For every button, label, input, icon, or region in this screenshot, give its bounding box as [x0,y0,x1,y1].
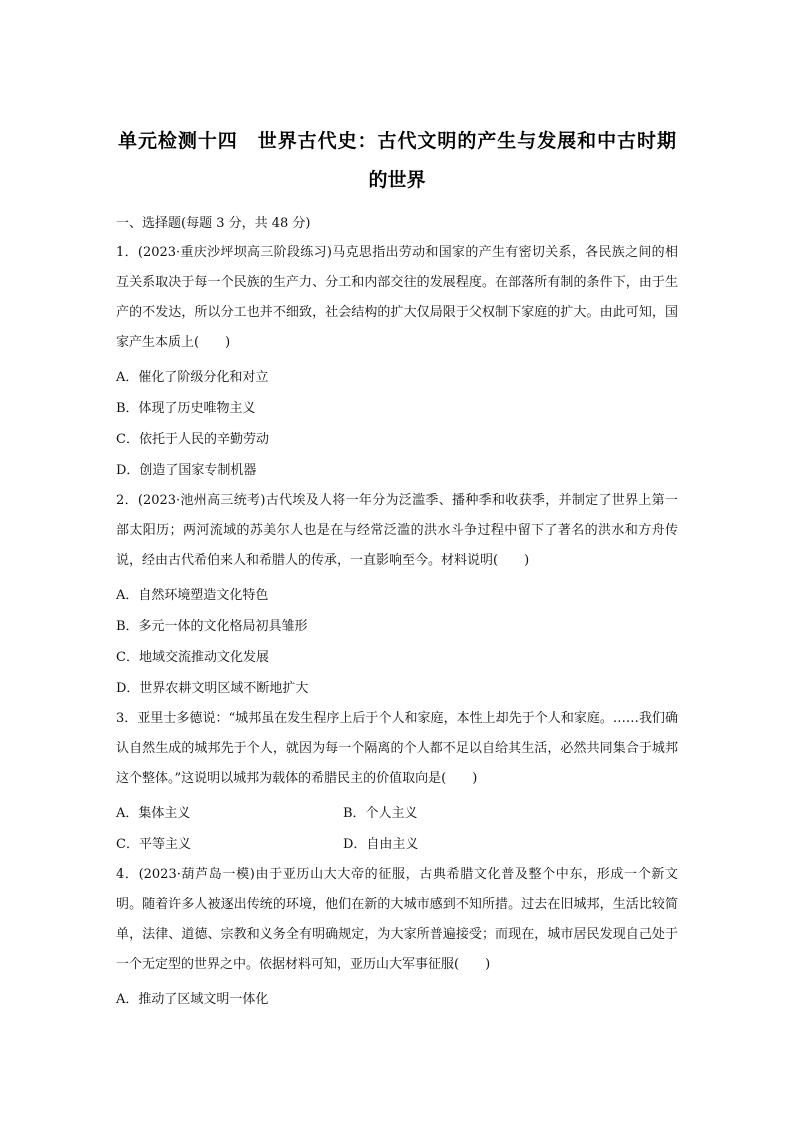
question-4 [116,860,678,1021]
question-3-option-c: C．平等主义 [116,837,191,852]
question-4-option-a: A．推动了区域文明一体化 [116,992,269,1007]
question-1-option-c: C．依托于人民的辛勤劳动 [116,432,269,447]
question-4-text: 4．(2023·葫芦岛一模)由于亚历山大大帝的征服，古典希腊文化普及整个中东，形成一个新文明。随着许多人被逐出传统的环境，他们在新的大城市感到不知所措。过去在旧城邦，生活比较简单，法律、道德、宗教和义务全有明确规定，为大家所普遍接受；而现在，城市居民发现自己处于一个无定型的世界之中。依据材料可知，亚历山大军事征服( ) [116,867,678,972]
question-1-option-a: A．催化了阶级分化和对立 [116,370,269,385]
question-2-option-d: D．世界农耕文明区域不断地扩大 [116,681,309,696]
question-3 [116,704,678,866]
document-content [116,214,678,1021]
question-1-option-b: B．体现了历史唯物主义 [116,401,256,416]
question-2-option-a: A．自然环境塑造文化特色 [116,588,269,603]
question-2 [116,486,678,710]
question-1-text: 1．(2023·重庆沙坪坝高三阶段练习)马克思指出劳动和国家的产生有密切关系，各民族之间的相互关系取决于每一个民族的生产力、分工和内部交往的发展程度。在部落所有制的条件下，由于生产的不发达，所以分工也并不细致，社会结构的扩大仅局限于父权制下家庭的扩大。由此可知，国家产生本质上( ) [116,245,678,350]
question-3-option-a: A．集体主义 [116,806,191,821]
question-2-option-c: C．地域交流推动文化发展 [116,650,269,665]
page-title-line-1: 单元检测十四 世界古代史：古代文明的产生与发展和中古时期 [118,130,676,152]
question-3-text: 3．亚里士多德说：“城邦虽在发生程序上后于个人和家庭，本性上却先于个人和家庭。……我们确认自然生成的城邦先于个人，就因为每一个隔离的个人都不足以自给其生活，必然共同集合于城邦这个整体。”这说明以城邦为载体的希腊民主的价值取向是( ) [116,711,678,786]
page-title-line-2: 的世界 [368,169,426,191]
question-3-option-b: B．个人主义 [343,806,418,821]
question-2-text: 2．(2023·池州高三统考)古代埃及人将一年分为泛滥季、播种季和收获季，并制定了世界上第一部太阳历；两河流域的苏美尔人也是在与经常泛滥的洪水斗争过程中留下了著名的洪水和方舟传说，经由古代希伯来人和希腊人的传承，一直影响至今。材料说明( ) [116,493,678,568]
question-3-options-row-1 [116,804,678,835]
question-1 [116,238,678,492]
question-1-option-d: D．创造了国家专制机器 [116,463,257,478]
question-3-option-d: D．自由主义 [343,837,419,852]
question-2-option-b: B．多元一体的文化格局初具雏形 [116,619,308,634]
section-heading: 一、选择题(每题 3 分，共 48 分) [116,216,311,231]
